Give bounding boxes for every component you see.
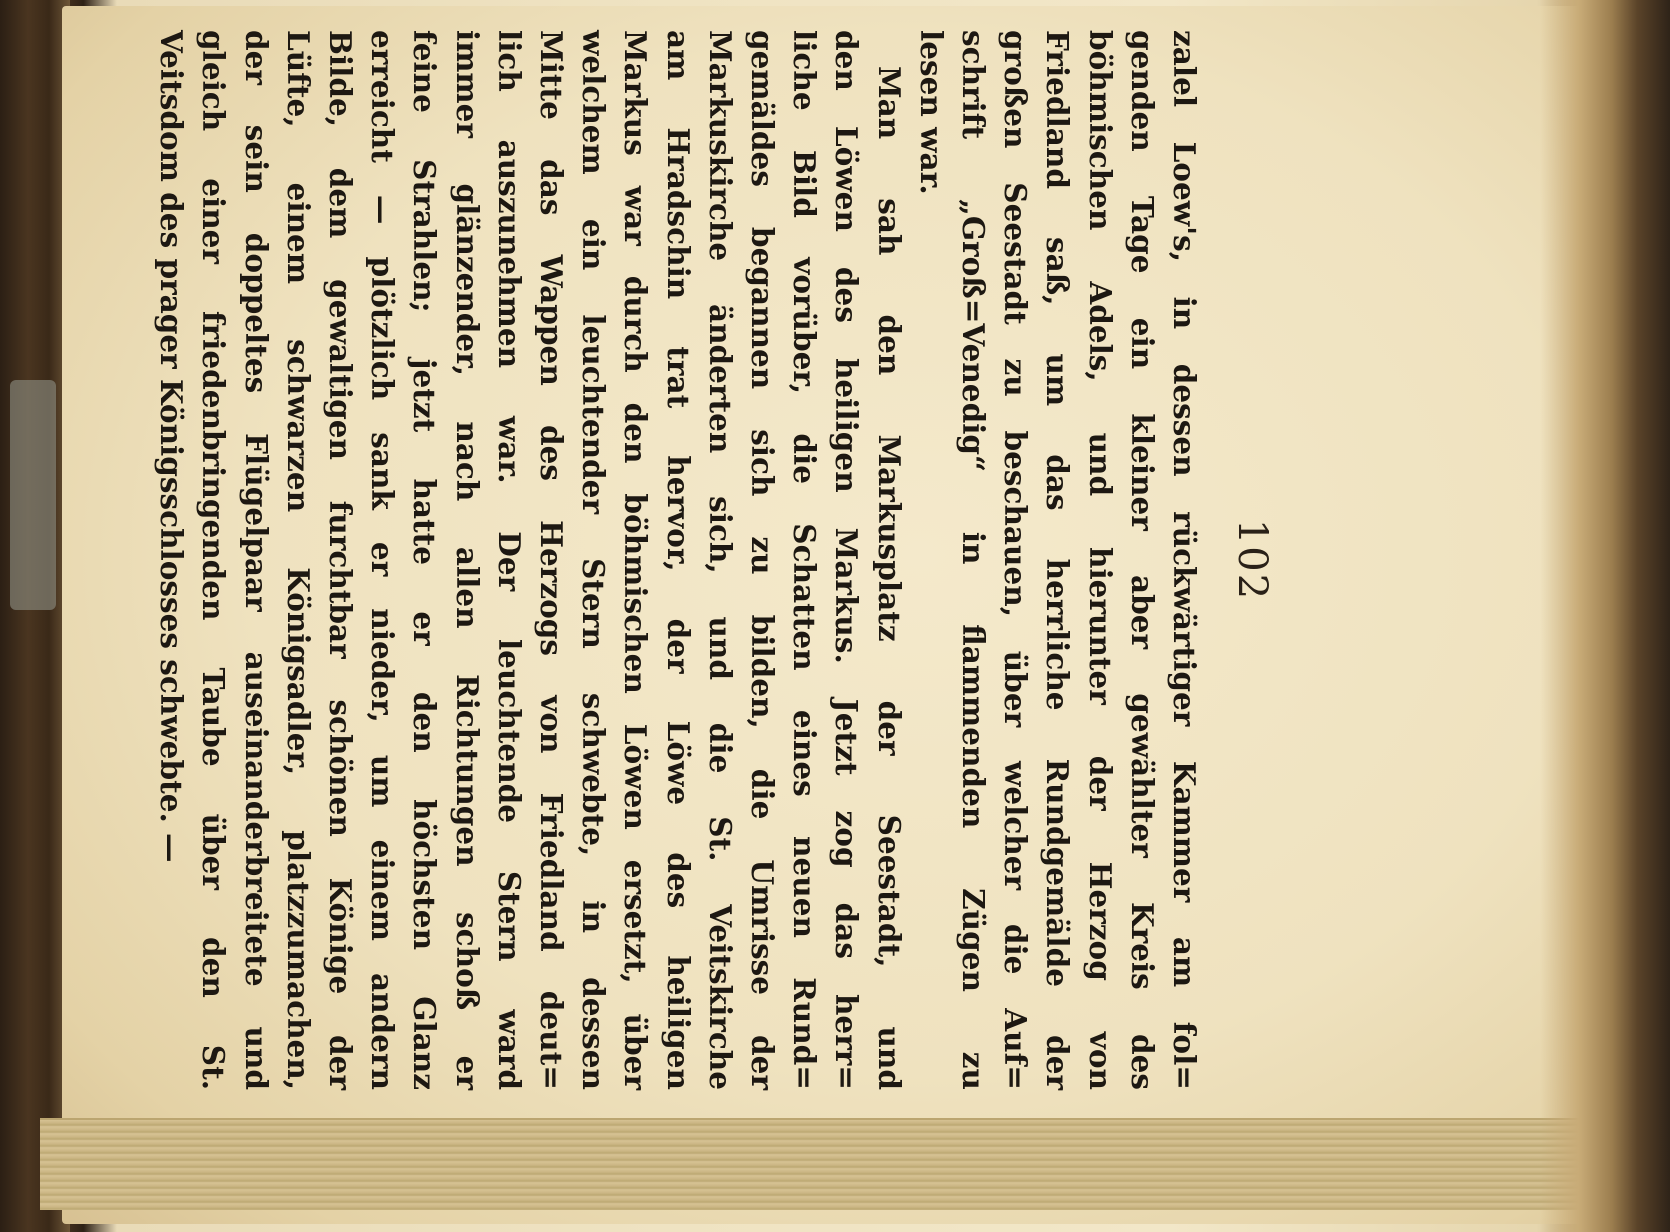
text-line: immer glänzender, nach allen Richtungen schoß er bbox=[449, 30, 485, 1090]
body-text bbox=[150, 30, 1205, 1090]
text-line: Markus war durch den böhmischen Löwen ersetzt, über bbox=[618, 30, 654, 1090]
text-line: gemäldes begannen sich zu bilden, die Umrisse der bbox=[744, 30, 780, 1090]
text-line: Lüfte, einem schwarzen Königsadler, platzzumachen, bbox=[280, 30, 316, 1090]
text-line: schrift „Groß=Venedig“ in flammenden Zügen zu bbox=[955, 30, 991, 1090]
text-line: großen Seestadt zu beschauen, über welcher die Auf= bbox=[998, 30, 1034, 1090]
text-line: erreicht — plötzlich sank er nieder, um einem andern bbox=[365, 30, 401, 1090]
rotated-text-block bbox=[154, 30, 1275, 1090]
book-gutter bbox=[1540, 0, 1670, 1232]
text-line: Markuskirche änderten sich, und die St. Veitskirche bbox=[702, 30, 738, 1090]
text-line: den Löwen des heiligen Markus. Jetzt zog das herr= bbox=[829, 30, 865, 1090]
book-binding bbox=[0, 0, 70, 1232]
binding-damage bbox=[10, 380, 56, 610]
text-line: zalel Loew's, in dessen rückwärtiger Kammer am fol= bbox=[1167, 30, 1202, 1090]
text-line: genden Tage ein kleiner aber gewählter Kreis des bbox=[1124, 30, 1160, 1090]
text-line: Friedland saß, um das herrliche Rundgemälde der bbox=[1040, 30, 1076, 1090]
text-line: liche Bild vorüber, die Schatten eines neuen Rund= bbox=[787, 30, 823, 1090]
text-line: lich auszunehmen war. Der leuchtende Stern ward bbox=[491, 30, 527, 1090]
page-fore-edge bbox=[40, 1118, 1580, 1210]
page-number: 102 bbox=[1229, 518, 1275, 602]
text-line: welchem ein leuchtender Stern schwebte, in dessen bbox=[576, 30, 612, 1090]
text-line: Bilde, dem gewaltigen furchtbar schönen Könige der bbox=[322, 30, 358, 1090]
text-line: Veitsdom des prager Königsschlosses schwebte. — bbox=[154, 30, 190, 863]
text-line: der sein doppeltes Flügelpaar auseinanderbreitete und bbox=[238, 30, 274, 1090]
text-line: böhmischen Adels, und hierunter der Herzog von bbox=[1082, 30, 1118, 1090]
text-line: feine Strahlen; jetzt hatte er den höchsten Glanz bbox=[407, 30, 443, 1090]
text-line: gleich einer friedenbringenden Taube über den St. bbox=[196, 30, 232, 1090]
text-area bbox=[154, 30, 1275, 1130]
text-line: Mitte das Wappen des Herzogs von Friedland deut= bbox=[533, 30, 569, 1090]
text-line: am Hradschin trat hervor, der Löwe des heiligen bbox=[660, 30, 696, 1090]
text-line: Man sah den Markusplatz der Seestadt, und bbox=[871, 66, 907, 1090]
text-line: lesen war. bbox=[913, 30, 949, 195]
